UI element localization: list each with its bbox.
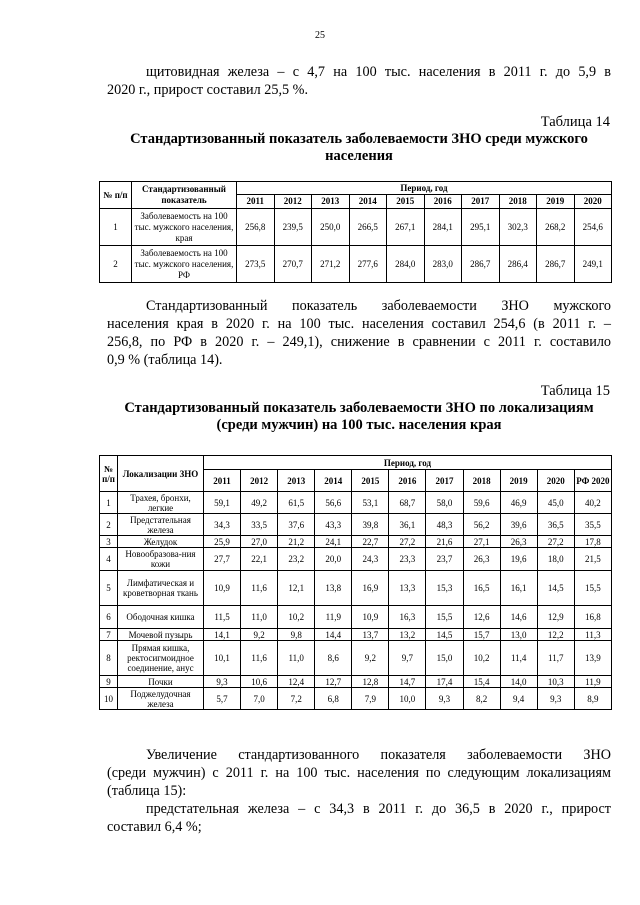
t15-row: [100, 514, 612, 536]
t15-cell: 61,5: [278, 492, 315, 514]
t15-year-2019: 2019: [500, 470, 537, 492]
t15-cell: 11,9: [574, 676, 611, 688]
t15-cell: 27,1: [463, 536, 500, 548]
t15-cell: 46,9: [500, 492, 537, 514]
t15-row: [100, 571, 612, 606]
t15-cell: 27,2: [537, 536, 574, 548]
t15-cell: 15,0: [426, 641, 463, 676]
t15-year-2014: 2014: [315, 470, 352, 492]
t15-cell: 7,9: [352, 688, 389, 710]
t15-cell: 27,7: [204, 548, 241, 571]
t14-year-2020: 2020: [574, 195, 612, 209]
t14-year-2017: 2017: [462, 195, 500, 209]
t14-cell: 268,2: [537, 209, 575, 246]
t15-cell: 36,1: [389, 514, 426, 536]
t14-cell: 256,8: [237, 209, 275, 246]
t15-cell: 27,0: [241, 536, 278, 548]
t15-cell: 9,3: [204, 676, 241, 688]
table15-caption: Таблица 15: [540, 383, 610, 399]
t15-row-name: Лимфатическая и кроветворная ткань: [118, 571, 204, 606]
t14-cell: 273,5: [237, 246, 275, 283]
t15-cell: 40,2: [574, 492, 611, 514]
t15-row-name: Почки: [118, 676, 204, 688]
t15-cell: 16,3: [389, 606, 426, 629]
t15-cell: 23,7: [426, 548, 463, 571]
t14-row-num: 2: [100, 246, 132, 283]
t14-cell: 267,1: [387, 209, 425, 246]
t14-cell: 249,1: [574, 246, 612, 283]
t15-cell: 22,7: [352, 536, 389, 548]
t15-cell: 21,5: [574, 548, 611, 571]
t15-cell: 24,3: [352, 548, 389, 571]
t15-cell: 15,5: [574, 571, 611, 606]
t15-row-num: 4: [100, 548, 118, 571]
t15-cell: 14,4: [315, 629, 352, 641]
t15-row-name: Новообразова-ния кожи: [118, 548, 204, 571]
t14-cell: 286,7: [537, 246, 575, 283]
intro-line-2: 2020 г., прирост составил 25,5 %.: [107, 82, 309, 98]
t15-cell: 59,6: [463, 492, 500, 514]
intro-paragraph: [107, 63, 611, 99]
t15-cell: 27,2: [389, 536, 426, 548]
t15-cell: 8,2: [463, 688, 500, 710]
t15-row-num: 6: [100, 606, 118, 629]
t14-row: [100, 246, 612, 283]
t15-row: [100, 548, 612, 571]
t15-row-num: 10: [100, 688, 118, 710]
t15-year-2018: 2018: [463, 470, 500, 492]
t15-cell: 14,1: [204, 629, 241, 641]
t15-cell: 15,4: [463, 676, 500, 688]
t14-cell: 254,6: [574, 209, 612, 246]
t14-cell: 302,3: [499, 209, 537, 246]
t14-year-2014: 2014: [349, 195, 387, 209]
t15-cell: 43,3: [315, 514, 352, 536]
t15-cell: 16,1: [500, 571, 537, 606]
t15-cell: 14,0: [500, 676, 537, 688]
table14: [99, 181, 612, 283]
t15-cell: 16,5: [463, 571, 500, 606]
t15-cell: 9,7: [389, 641, 426, 676]
t15-cell: 45,0: [537, 492, 574, 514]
t15-cell: 10,6: [241, 676, 278, 688]
t15-col-loc: Локализации ЗНО: [118, 456, 204, 492]
t14-row-name: Заболеваемость на 100 тыс. мужского населения, РФ: [132, 246, 237, 283]
t15-cell: 13,2: [389, 629, 426, 641]
t15-col-period: Период, год: [204, 456, 612, 470]
t15-cell: 15,5: [426, 606, 463, 629]
t15-year-2016: 2016: [389, 470, 426, 492]
t14-cell: 239,5: [274, 209, 312, 246]
t15-row-name: Прямая кишка, ректосигмоидное соединение, анус: [118, 641, 204, 676]
t15-row-name: Поджелудочная железа: [118, 688, 204, 710]
t15-row-name: Ободочная кишка: [118, 606, 204, 629]
t15-cell: 15,3: [426, 571, 463, 606]
t15-row-name: Мочевой пузырь: [118, 629, 204, 641]
t14-cell: 295,1: [462, 209, 500, 246]
t14-row: [100, 209, 612, 246]
t15-year-2013: 2013: [278, 470, 315, 492]
t15-cell: 10,9: [352, 606, 389, 629]
t15-cell: 53,1: [352, 492, 389, 514]
p3-line-5: составил 6,4 %;: [107, 819, 202, 835]
t15-cell: 35,5: [574, 514, 611, 536]
t15-cell: 16,9: [352, 571, 389, 606]
table15: [99, 455, 612, 710]
t15-cell: 9,2: [241, 629, 278, 641]
t15-body: [100, 492, 612, 710]
t15-cell: 12,2: [537, 629, 574, 641]
t15-row-num: 7: [100, 629, 118, 641]
table15-title: [107, 400, 611, 434]
table14-caption: Таблица 14: [540, 114, 610, 130]
t14-year-2012: 2012: [274, 195, 312, 209]
t15-cell: 10,3: [537, 676, 574, 688]
t15-cell: 12,6: [463, 606, 500, 629]
t14-year-2015: 2015: [387, 195, 425, 209]
t14-cell: 286,7: [462, 246, 500, 283]
t15-row: [100, 492, 612, 514]
t15-cell: 24,1: [315, 536, 352, 548]
p3-line-3: (таблица 15):: [107, 783, 187, 799]
t15-cell: 14,6: [500, 606, 537, 629]
paragraph-2: [107, 297, 611, 369]
t15-cell: 22,1: [241, 548, 278, 571]
t15-year-2017: 2017: [426, 470, 463, 492]
paragraph-3: [107, 746, 611, 836]
t15-cell: 13,0: [500, 629, 537, 641]
table15-title-line-1: Стандартизованный показатель заболеваемости ЗНО по локализациям: [124, 400, 594, 416]
t15-cell: 12,4: [278, 676, 315, 688]
t15-cell: 21,2: [278, 536, 315, 548]
t14-year-2011: 2011: [237, 195, 275, 209]
p2-line-1: Стандартизованный показатель заболеваемости ЗНО мужского: [146, 298, 611, 314]
t14-cell: 284,1: [424, 209, 462, 246]
t14-row-num: 1: [100, 209, 132, 246]
t14-col-num: № п/п: [100, 182, 132, 209]
t14-cell: 250,0: [312, 209, 350, 246]
t14-cell: 271,2: [312, 246, 350, 283]
t15-cell: 33,5: [241, 514, 278, 536]
t14-col-indicator: Стандартизованный показатель: [132, 182, 237, 209]
t15-row-num: 9: [100, 676, 118, 688]
t15-row-name: Желудок: [118, 536, 204, 548]
t15-cell: 16,8: [574, 606, 611, 629]
t15-cell: 56,2: [463, 514, 500, 536]
t15-cell: 11,6: [241, 641, 278, 676]
t15-cell: 48,3: [426, 514, 463, 536]
t15-cell: 12,7: [315, 676, 352, 688]
t15-cell: 10,2: [463, 641, 500, 676]
t15-cell: 21,6: [426, 536, 463, 548]
t15-row-num: 3: [100, 536, 118, 548]
table14-title: Стандартизованный показатель заболеваемости ЗНО среди мужского населения: [130, 131, 588, 164]
t15-year-2015: 2015: [352, 470, 389, 492]
t15-cell: 11,4: [500, 641, 537, 676]
t15-year-rf: РФ 2020: [574, 470, 611, 492]
t15-cell: 49,2: [241, 492, 278, 514]
t15-cell: 17,4: [426, 676, 463, 688]
t15-cell: 39,8: [352, 514, 389, 536]
t15-cell: 37,6: [278, 514, 315, 536]
t15-cell: 19,6: [500, 548, 537, 571]
t15-cell: 9,8: [278, 629, 315, 641]
p3-line-1: Увеличение стандартизованного показателя заболеваемости ЗНО: [146, 747, 611, 763]
t14-year-2018: 2018: [499, 195, 537, 209]
t14-year-2019: 2019: [537, 195, 575, 209]
t15-cell: 9,3: [426, 688, 463, 710]
intro-line-1: щитовидная железа – с 4,7 на 100 тыс. населения в 2011 г. до 5,9 в: [146, 64, 611, 80]
t15-row-name: Предстательная железа: [118, 514, 204, 536]
t15-cell: 39,6: [500, 514, 537, 536]
t15-cell: 8,6: [315, 641, 352, 676]
t15-cell: 11,9: [315, 606, 352, 629]
t15-cell: 23,2: [278, 548, 315, 571]
t15-row-num: 1: [100, 492, 118, 514]
t15-cell: 12,9: [537, 606, 574, 629]
t14-cell: 283,0: [424, 246, 462, 283]
t15-cell: 17,8: [574, 536, 611, 548]
t15-cell: 14,7: [389, 676, 426, 688]
t15-year-2012: 2012: [241, 470, 278, 492]
t15-cell: 10,1: [204, 641, 241, 676]
t14-body: [100, 209, 612, 283]
t15-cell: 5,7: [204, 688, 241, 710]
t15-cell: 9,3: [537, 688, 574, 710]
p2-line-4: 0,9 % (таблица 14).: [107, 352, 223, 368]
t15-cell: 20,0: [315, 548, 352, 571]
t15-cell: 8,9: [574, 688, 611, 710]
t15-cell: 56,6: [315, 492, 352, 514]
page-number: 25: [315, 30, 325, 41]
t14-year-2013: 2013: [312, 195, 350, 209]
table15-title-line-2: (среди мужчин) на 100 тыс. населения края: [216, 417, 502, 433]
t15-cell: 14,5: [426, 629, 463, 641]
t15-cell: 10,0: [389, 688, 426, 710]
t15-row: [100, 606, 612, 629]
t15-cell: 11,0: [278, 641, 315, 676]
t15-cell: 10,2: [278, 606, 315, 629]
p3-line-2: (среди мужчин) с 2011 г. на 100 тыс. населения по следующим локализациям: [107, 765, 611, 781]
t15-cell: 11,0: [241, 606, 278, 629]
t15-cell: 10,9: [204, 571, 241, 606]
t14-row-name: Заболеваемость на 100 тыс. мужского населения, края: [132, 209, 237, 246]
t15-cell: 13,9: [574, 641, 611, 676]
p2-line-3: 256,8, по РФ в 2020 г. – 249,1), снижение в сравнении с 2011 г. составило: [107, 334, 611, 350]
t14-cell: 286,4: [499, 246, 537, 283]
t15-row-name: Трахея, бронхи, легкие: [118, 492, 204, 514]
t15-row: [100, 688, 612, 710]
t15-cell: 9,4: [500, 688, 537, 710]
t15-cell: 34,3: [204, 514, 241, 536]
t15-year-2020: 2020: [537, 470, 574, 492]
t15-row: [100, 536, 612, 548]
t15-col-num: № п/п: [100, 456, 118, 492]
t15-cell: 11,6: [241, 571, 278, 606]
t15-row: [100, 676, 612, 688]
t15-cell: 59,1: [204, 492, 241, 514]
t14-cell: 270,7: [274, 246, 312, 283]
t15-cell: 11,5: [204, 606, 241, 629]
t15-cell: 12,8: [352, 676, 389, 688]
t15-row: [100, 629, 612, 641]
t15-cell: 11,3: [574, 629, 611, 641]
t15-cell: 14,5: [537, 571, 574, 606]
t15-cell: 58,0: [426, 492, 463, 514]
t15-row: [100, 641, 612, 676]
p3-line-4: предстательная железа – с 34,3 в 2011 г. до 36,5 в 2020 г., прирост: [146, 801, 611, 817]
t15-row-num: 5: [100, 571, 118, 606]
t15-cell: 25,9: [204, 536, 241, 548]
t15-cell: 36,5: [537, 514, 574, 536]
t15-cell: 13,3: [389, 571, 426, 606]
t14-cell: 277,6: [349, 246, 387, 283]
t15-row-num: 2: [100, 514, 118, 536]
t14-year-2016: 2016: [424, 195, 462, 209]
t15-cell: 13,7: [352, 629, 389, 641]
t15-cell: 12,1: [278, 571, 315, 606]
t15-year-2011: 2011: [204, 470, 241, 492]
t14-cell: 266,5: [349, 209, 387, 246]
t15-cell: 11,7: [537, 641, 574, 676]
t15-cell: 9,2: [352, 641, 389, 676]
t15-cell: 15,7: [463, 629, 500, 641]
t14-col-period: Период, год: [237, 182, 612, 195]
t15-cell: 23,3: [389, 548, 426, 571]
t15-cell: 6,8: [315, 688, 352, 710]
t15-cell: 7,2: [278, 688, 315, 710]
t15-row-num: 8: [100, 641, 118, 676]
t15-cell: 13,8: [315, 571, 352, 606]
t15-cell: 26,3: [463, 548, 500, 571]
p2-line-2: населения края в 2020 г. на 100 тыс. населения составил 254,6 (в 2011 г. –: [107, 316, 611, 332]
t15-cell: 7,0: [241, 688, 278, 710]
t14-cell: 284,0: [387, 246, 425, 283]
t15-cell: 68,7: [389, 492, 426, 514]
t15-cell: 18,0: [537, 548, 574, 571]
t15-cell: 26,3: [500, 536, 537, 548]
